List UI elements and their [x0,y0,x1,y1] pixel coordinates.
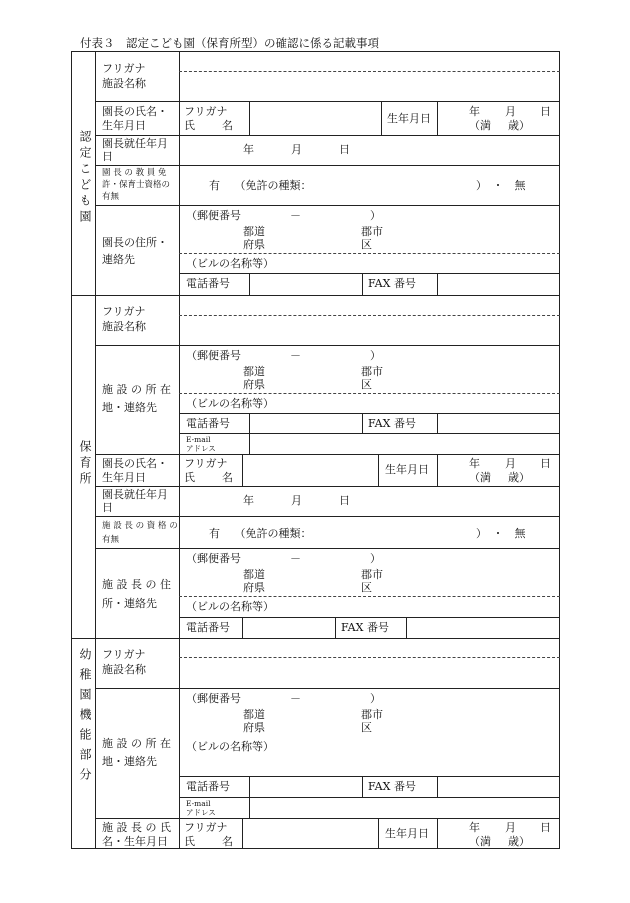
qualification-label: 施 設 長 の 資 格 の [102,521,178,531]
postal-dash: － [290,349,301,362]
row-line [95,205,560,206]
section-label-hoikusho: 保育所 [78,440,92,488]
shimei-label: 名 [222,119,233,132]
appointment-label: 園長就任年月 [102,137,168,150]
age-close-label: 歳） [508,471,530,484]
head-name-label: 園長の氏名・ [102,457,168,470]
cell-divider [437,273,438,295]
row-line [95,818,560,819]
postal-open: （郵便番号 [186,552,241,565]
year-label: 年 [243,143,254,156]
postal-close: ） [370,209,381,222]
row-line [95,516,560,517]
cell-divider [362,776,363,797]
year-label: 年 [469,457,480,470]
address-label: 施 設 長 の 住 [102,578,171,591]
birth-date-label: 生年月日 [387,112,431,125]
birth-label: 生年月日 [102,119,146,132]
row-line [179,413,560,414]
facility-name-label: 施設名称 [102,663,146,676]
city-label: 郡市 [361,708,383,721]
cell-divider [249,797,250,818]
section-divider [71,295,560,296]
row-line [179,776,560,777]
location-label: 施 設 の 所 在 [102,737,171,750]
cell-divider [249,273,250,295]
age-open-label: （満 [469,119,491,132]
tel-label: 電話番号 [186,621,230,634]
tel-label: 電話番号 [186,277,230,290]
postal-close: ） [370,692,381,705]
furigana-label: フリガナ [184,821,228,834]
ward-label: 区 [361,581,372,594]
prefecture-label: 府県 [243,378,265,391]
head-name-label: 園長の氏名・ [102,105,168,118]
month-label: 月 [505,457,516,470]
appointment-day-label: 日 [102,150,113,163]
license-yes: 有 （免許の種類： [209,179,312,192]
label-col-divider [179,295,180,638]
postal-open: （郵便番号 [186,209,241,222]
location-label: 地・連絡先 [102,401,157,414]
row-line [179,433,560,434]
section-divider [71,638,560,639]
furigana-label: フリガナ [102,305,146,318]
section-label-nintei: 認定こども園 [78,130,92,226]
prefecture-label: 府県 [243,721,265,734]
cell-divider [381,101,382,135]
cell-divider [437,101,438,135]
address-label: 連絡先 [102,253,135,266]
cell-divider [249,101,250,135]
section-label-yochien: 幼稚園機能部分 [78,648,92,788]
fax-label: FAX 番号 [368,780,416,793]
month-label: 月 [505,821,516,834]
address-dash [179,596,560,597]
day-label: 日 [339,143,350,156]
license-label: 許・保育士資格の [102,180,171,190]
shimei-label: 氏 [184,471,195,484]
location-label: 施 設 の 所 在 [102,383,171,396]
shimei-label: 氏 [184,835,195,848]
birth-date-label: 生年月日 [385,827,429,840]
head-name-label: 名・生年月日 [102,835,168,848]
license-label: 有無 [102,192,120,202]
postal-dash: － [290,552,301,565]
year-label: 年 [469,105,480,118]
shimei-label: 氏 [184,119,195,132]
furigana-label: フリガナ [184,105,228,118]
month-label: 月 [291,143,302,156]
appointment-label: 園長就任年月 [102,488,168,501]
month-label: 月 [291,494,302,507]
cell-divider [242,818,243,849]
row-line [179,797,560,798]
prefecture-label: 府県 [243,581,265,594]
postal-dash: － [290,692,301,705]
head-name-label: 施 設 長 の 氏 [102,821,171,834]
license-no: ） ・ 無 [476,179,526,192]
row-line [95,454,560,455]
postal-open: （郵便番号 [186,692,241,705]
cell-divider [249,413,250,433]
birth-label: 生年月日 [102,471,146,484]
email-label: アドレス [186,808,216,817]
prefecture-label: 都道 [243,365,265,378]
postal-dash: － [290,209,301,222]
cell-divider [362,413,363,433]
ward-label: 区 [361,721,372,734]
furigana-dash [179,71,560,72]
building-label: （ビルの名称等） [186,740,274,753]
ward-label: 区 [361,378,372,391]
facility-name-label: 施設名称 [102,77,146,90]
cell-divider [335,617,336,638]
address-label: 所・連絡先 [102,597,157,610]
location-label: 地・連絡先 [102,755,157,768]
cell-divider [437,454,438,486]
ward-label: 区 [361,238,372,251]
postal-close: ） [370,349,381,362]
email-label: E-mail [186,435,211,444]
row-line [95,486,560,487]
furigana-label: フリガナ [184,457,228,470]
label-col-divider [179,51,180,295]
building-label: （ビルの名称等） [186,600,274,613]
cell-divider [242,454,243,486]
year-label: 年 [469,821,480,834]
shimei-label: 名 [222,835,233,848]
license-label: 園 長 の 教 員 免 [102,168,167,178]
cell-divider [249,433,250,454]
license-no: ） ・ 無 [476,527,526,540]
postal-close: ） [370,552,381,565]
prefecture-label: 都道 [243,225,265,238]
prefecture-label: 都道 [243,568,265,581]
tel-label: 電話番号 [186,417,230,430]
qualification-label: 有無 [102,535,120,545]
license-yes: 有 （免許の種類： [209,527,312,540]
cell-divider [242,617,243,638]
building-label: （ビルの名称等） [186,397,274,410]
appointment-day-label: 日 [102,501,113,514]
cell-divider [362,273,363,295]
day-label: 日 [540,105,551,118]
cell-divider [437,413,438,433]
birth-date-label: 生年月日 [385,463,429,476]
cell-divider [437,818,438,849]
day-label: 日 [339,494,350,507]
row-line [95,101,560,102]
age-close-label: 歳） [508,835,530,848]
email-label: アドレス [186,444,216,453]
building-label: （ビルの名称等） [186,257,274,270]
row-line [179,273,560,274]
city-label: 郡市 [361,365,383,378]
fax-label: FAX 番号 [341,621,389,634]
tel-label: 電話番号 [186,780,230,793]
prefecture-label: 府県 [243,238,265,251]
age-close-label: 歳） [508,119,530,132]
month-label: 月 [505,105,516,118]
address-dash [179,253,560,254]
address-label: 園長の住所・ [102,236,168,249]
postal-open: （郵便番号 [186,349,241,362]
year-label: 年 [243,494,254,507]
row-line [95,135,560,136]
cell-divider [249,776,250,797]
row-line [179,617,560,618]
cell-divider [437,776,438,797]
prefecture-label: 都道 [243,708,265,721]
facility-name-label: 施設名称 [102,320,146,333]
day-label: 日 [540,821,551,834]
row-line [95,548,560,549]
cell-divider [378,818,379,849]
fax-label: FAX 番号 [368,417,416,430]
day-label: 日 [540,457,551,470]
address-dash [179,393,560,394]
fax-label: FAX 番号 [368,277,416,290]
age-open-label: （満 [469,471,491,484]
city-label: 郡市 [361,225,383,238]
furigana-dash [179,657,560,658]
furigana-label: フリガナ [102,648,146,661]
section-col-divider [95,51,96,849]
cell-divider [378,454,379,486]
row-line [95,688,560,689]
furigana-dash [179,315,560,316]
page-title: 付表３ 認定こども園（保育所型）の確認に係る記載事項 [80,36,379,50]
email-label: E-mail [186,799,211,808]
age-open-label: （満 [469,835,491,848]
city-label: 郡市 [361,568,383,581]
cell-divider [406,617,407,638]
furigana-label: フリガナ [102,62,146,75]
row-line [95,345,560,346]
shimei-label: 名 [222,471,233,484]
row-line [95,165,560,166]
